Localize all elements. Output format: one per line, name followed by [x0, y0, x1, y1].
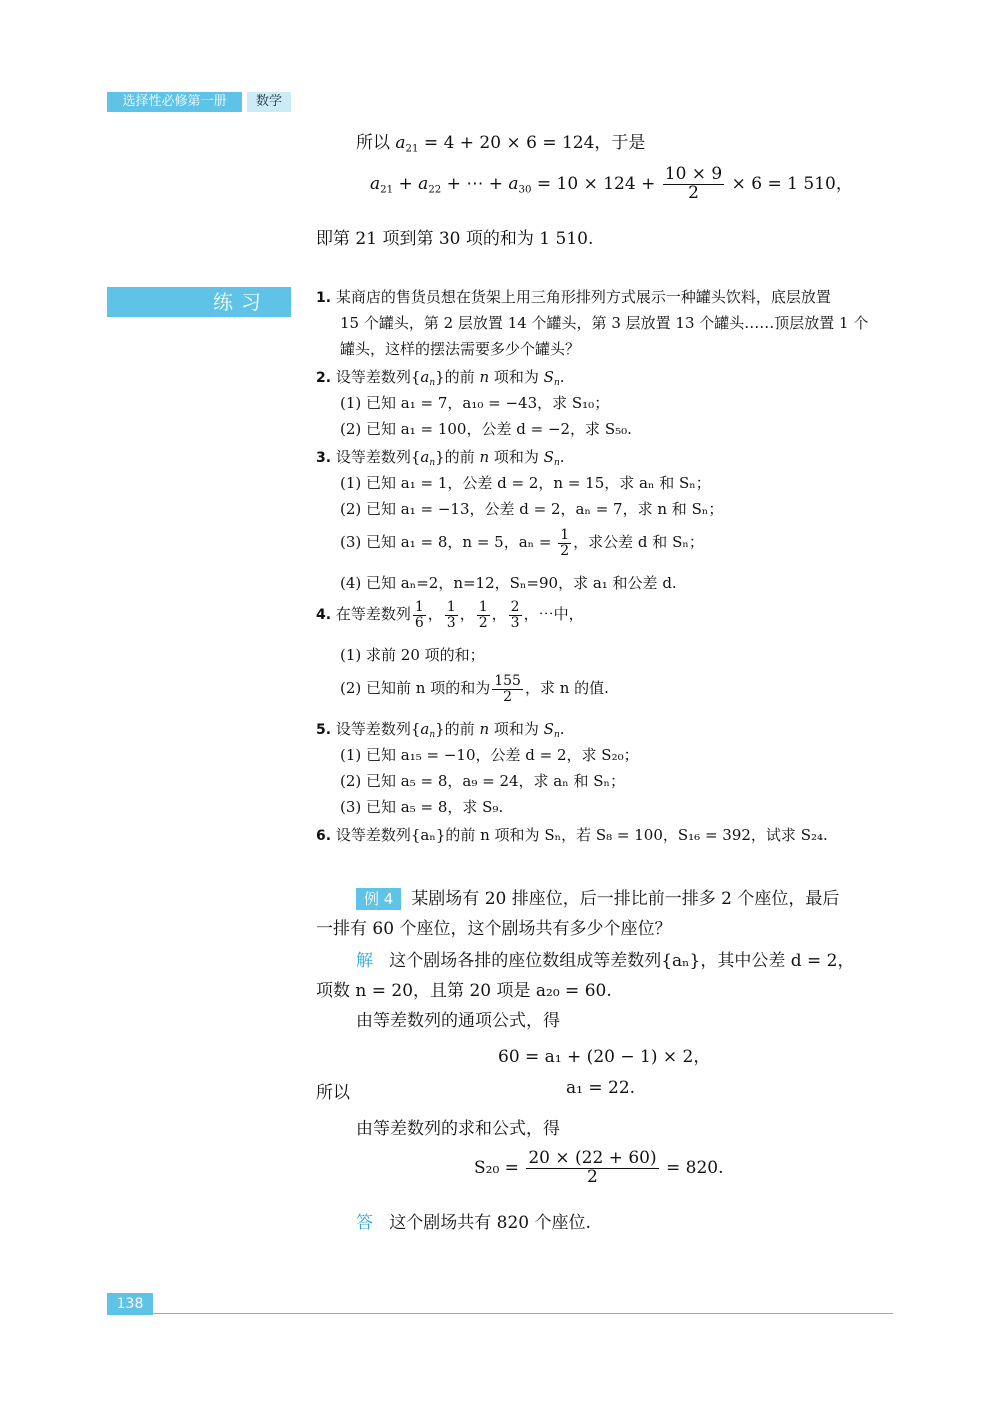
solution-line-2: 项数 n = 20，且第 20 项是 a₂₀ = 60. — [316, 981, 612, 1001]
example-tag: 例 4 — [356, 888, 401, 910]
answer-tag: 答 — [356, 1213, 373, 1233]
solution-tag: 解 — [356, 951, 373, 971]
q2-part-1: (1) 已知 a₁ = 7，a₁₀ = −43，求 S₁₀； — [340, 394, 610, 412]
fraction-2-3: $\frac{2}{3}$ — [510, 599, 520, 631]
q2-part-2: (2) 已知 a₁ = 100，公差 d = −2，求 S₅₀. — [340, 420, 632, 438]
top-sum-equation: $a_{21} + a_{22}$ + ⋯ + $a_{30} = 10 \times 124$ + $\frac{10 \times 9}{2}$ × 6 = 1 510， — [370, 164, 853, 203]
q5-part-2: (2) 已知 a₅ = 8，a₉ = 24，求 aₙ 和 Sₙ； — [340, 772, 626, 790]
q1-line-3: 罐头，这样的摆法需要多少个罐头？ — [340, 340, 581, 358]
q5-part-3: (3) 已知 a₅ = 8，求 S₉. — [340, 798, 504, 816]
equation-a1: a₁ = 22. — [566, 1078, 636, 1098]
q5-stem: 5. 设等差数列$\{a_n\}$的前 n 项和为 $S_n$. — [316, 720, 565, 741]
fraction-sum: $\frac{20 \times (22 + 60)}{2}$ — [528, 1148, 657, 1187]
answer-line: 答 这个剧场共有 820 个座位. — [356, 1213, 591, 1233]
fraction-one-half: $\frac{1}{2}$ — [560, 527, 570, 559]
subject-tag: 数学 — [247, 92, 291, 112]
q4-part-2: (2) 已知前 n 项的和为 $\frac{155}{2}$ ，求 n 的值. — [340, 673, 609, 705]
footer-rule — [153, 1313, 893, 1314]
fraction-1-3: $\frac{1}{3}$ — [446, 599, 456, 631]
q6-line: 6. 设等差数列{aₙ}的前 n 项和为 Sₙ，若 S₈ = 100，S₁₆ = 392，试求 S₂₄. — [316, 826, 828, 844]
solution-line-5: 由等差数列的求和公式，得 — [356, 1119, 560, 1139]
fraction-10x9-over-2: $\frac{10 \times 9}{2}$ — [664, 164, 723, 203]
q1-line-1: 1. 某商店的售货员想在货架上用三角形排列方式展示一种罐头饮料，底层放置 — [316, 288, 831, 306]
solution-line-1: 解 这个剧场各排的座位数组成等差数列{aₙ}，其中公差 d = 2， — [356, 951, 855, 971]
solution-line-3: 由等差数列的通项公式，得 — [356, 1011, 560, 1031]
fraction-1-6: $\frac{1}{6}$ — [414, 599, 424, 631]
equation-sum: S₂₀ = $\frac{20 \times (22 + 60)}{2}$ = 820. — [474, 1148, 724, 1187]
q2-stem: 2. 设等差数列$\{a_n\}$的前 n 项和为 $S_n$. — [316, 368, 565, 389]
example-line-2: 一排有 60 个座位，这个剧场共有多少个座位？ — [316, 919, 672, 939]
q5-part-1: (1) 已知 a₁₅ = −10，公差 d = 2，求 S₂₀； — [340, 746, 639, 764]
q3-part-1: (1) 已知 a₁ = 1，公差 d = 2，n = 15，求 aₙ 和 Sₙ； — [340, 474, 711, 492]
q3-part-2: (2) 已知 a₁ = −13，公差 d = 2，aₙ = 7，求 n 和 Sₙ； — [340, 500, 724, 518]
practice-label: 练习 — [107, 287, 291, 317]
q1-line-2: 15 个罐头，第 2 层放置 14 个罐头，第 3 层放置 13 个罐头……顶层放置 1 个 — [340, 314, 869, 332]
q4-stem: 4. 在等差数列 $\frac{1}{6}$ ， $\frac{1}{3}$ ， $\frac{1}{2}$ ， $\frac{2}{3}$ ，⋯中， — [316, 599, 584, 631]
q4-part-1: (1) 求前 20 项的和； — [340, 646, 485, 664]
page-number: 138 — [107, 1293, 153, 1315]
q3-part-3: (3) 已知 a₁ = 8，n = 5，aₙ = $\frac{1}{2}$ ，求公差 d 和 Sₙ； — [340, 527, 704, 559]
q3-part-4: (4) 已知 aₙ=2，n=12，Sₙ=90，求 a₁ 和公差 d. — [340, 574, 677, 592]
example-line-1: 例 4 某剧场有 20 排座位，后一排比前一排多 2 个座位，最后 — [356, 884, 839, 910]
top-conclusion: 即第 21 项到第 30 项的和为 1 510. — [316, 229, 594, 249]
book-title-tag: 选择性必修第一册 — [107, 92, 242, 112]
q3-stem: 3. 设等差数列$\{a_n\}$的前 n 项和为 $S_n$. — [316, 448, 565, 469]
equation-general-term: 60 = a₁ + (20 − 1) × 2， — [498, 1047, 711, 1067]
top-line-1: 所以 $a_{21} = 4 + 20 \times 6 = 124$，于是 — [356, 133, 646, 155]
solution-so: 所以 — [316, 1083, 350, 1103]
fraction-1-2: $\frac{1}{2}$ — [478, 599, 488, 631]
fraction-155-2: $\frac{155}{2}$ — [494, 673, 521, 705]
